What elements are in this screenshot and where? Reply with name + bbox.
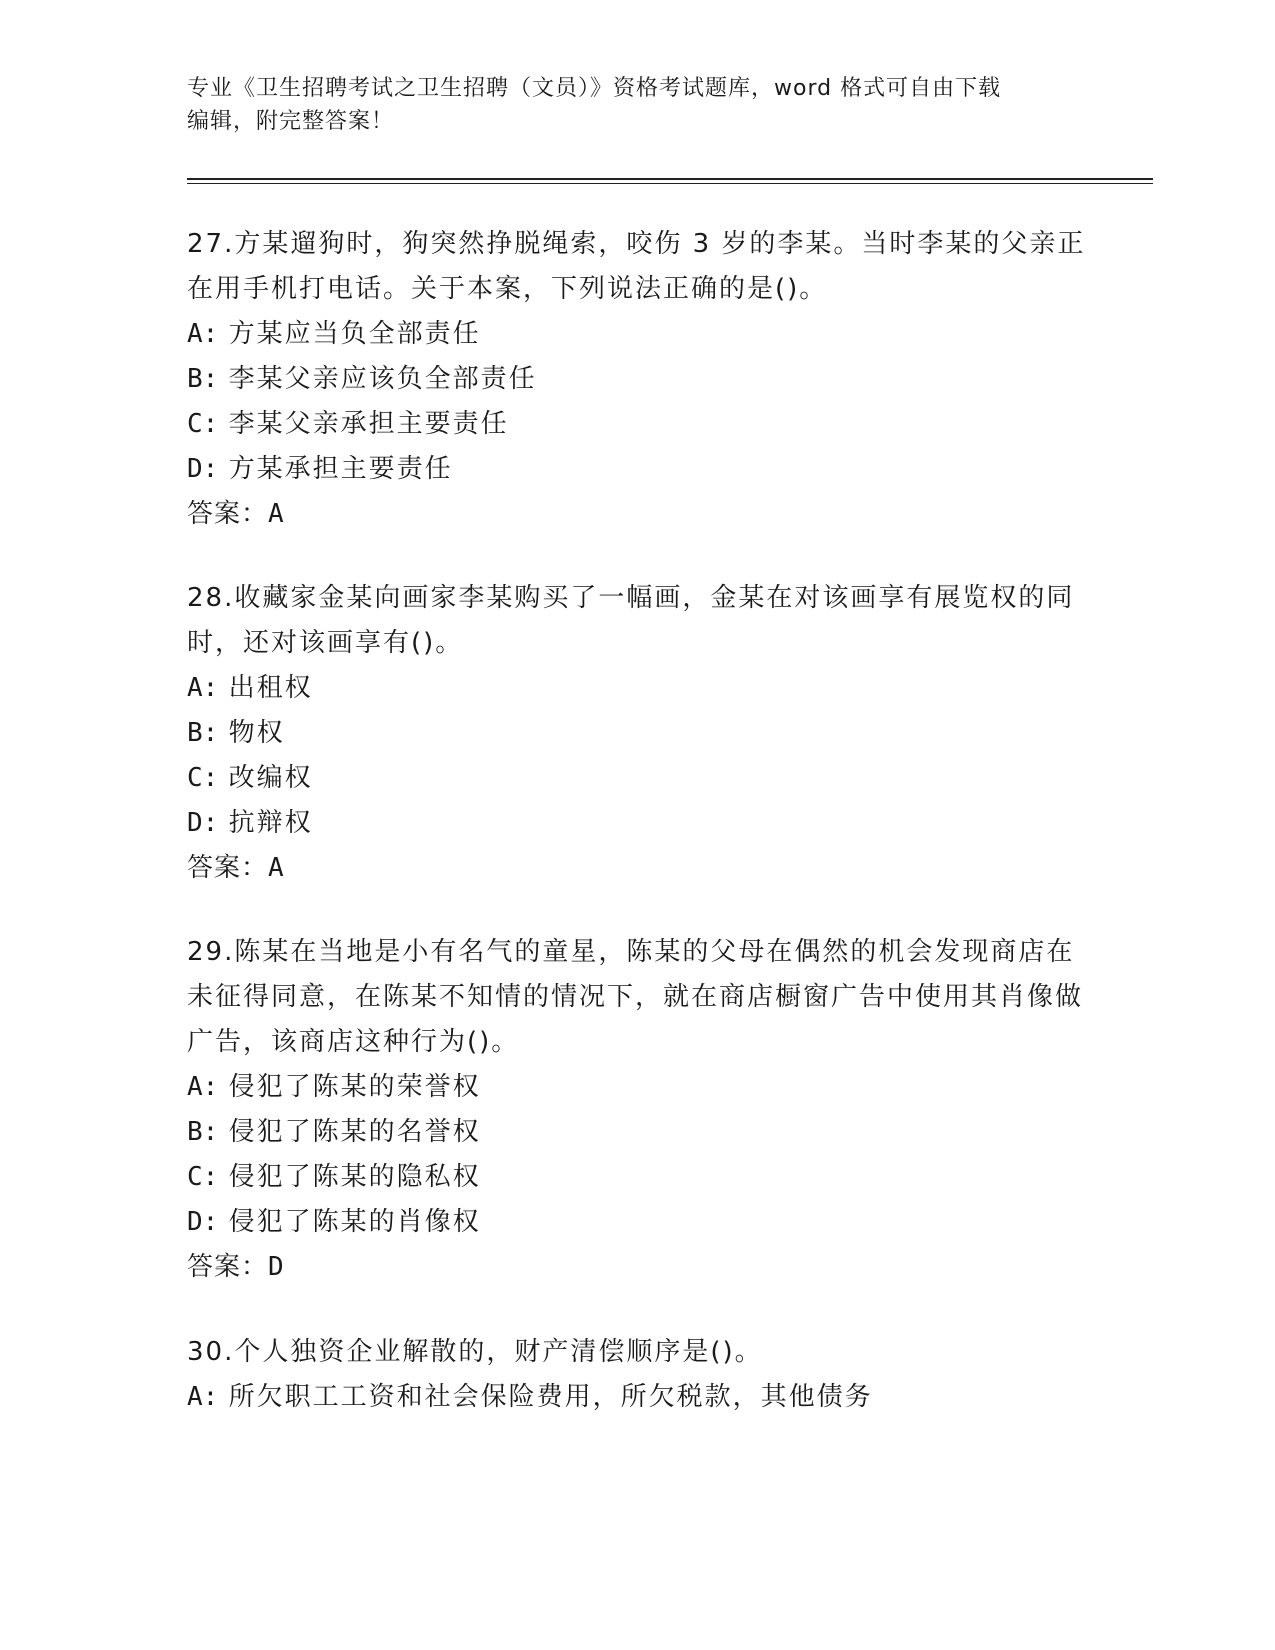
option-letter: C: [187, 409, 219, 439]
question-30 [187, 1330, 1087, 1420]
option-text: 所欠职工工资和社会保险费用，所欠税款，其他债务 [228, 1382, 873, 1412]
answer-line [187, 846, 1087, 891]
option-c [187, 1155, 1087, 1200]
option-letter: A: [187, 673, 219, 703]
option-d [187, 447, 1087, 492]
answer-line [187, 1245, 1087, 1290]
answer-value: D [268, 1252, 285, 1282]
question-27 [187, 222, 1087, 537]
option-letter: B: [187, 364, 219, 394]
option-text: 李某父亲应该负全部责任 [228, 364, 537, 394]
option-b [187, 357, 1087, 402]
answer-value: A [268, 853, 285, 883]
option-text: 侵犯了陈某的肖像权 [228, 1207, 481, 1237]
answer-label: 答案： [187, 499, 269, 529]
option-text: 侵犯了陈某的隐私权 [228, 1162, 481, 1192]
option-d [187, 1200, 1087, 1245]
question-stem: 28.收藏家金某向画家李某购买了一幅画，金某在对该画享有展览权的同时，还对该画享有()。 [187, 583, 1075, 658]
option-letter: D: [187, 1207, 219, 1237]
question-28 [187, 576, 1087, 891]
option-letter: B: [187, 1117, 219, 1147]
option-text: 改编权 [228, 763, 313, 793]
option-text: 李某父亲承担主要责任 [228, 409, 509, 439]
document-header [187, 72, 1087, 138]
answer-line [187, 492, 1087, 537]
answer-value: A [268, 499, 285, 529]
option-b [187, 711, 1087, 756]
header-line-1: 专业《卫生招聘考试之卫生招聘（文员）》资格考试题库，word 格式可自由下载 [187, 76, 1002, 101]
option-text: 侵犯了陈某的荣誉权 [228, 1072, 481, 1102]
option-a [187, 312, 1087, 357]
header-line-2: 编辑，附完整答案！ [187, 109, 395, 134]
option-letter: C: [187, 1162, 219, 1192]
question-stem: 29.陈某在当地是小有名气的童星，陈某的父母在偶然的机会发现商店在未征得同意，在陈某不知情的情况下，就在商店橱窗广告中使用其肖像做广告，该商店这种行为()。 [187, 937, 1084, 1057]
option-letter: B: [187, 718, 219, 748]
option-c [187, 402, 1087, 447]
answer-label: 答案： [187, 1252, 269, 1282]
question-29 [187, 930, 1087, 1290]
option-text: 侵犯了陈某的名誉权 [228, 1117, 481, 1147]
option-text: 物权 [228, 718, 285, 748]
option-letter: A: [187, 1072, 219, 1102]
option-a [187, 1065, 1087, 1110]
option-a [187, 1375, 1087, 1420]
option-letter: D: [187, 454, 219, 484]
option-letter: C: [187, 763, 219, 793]
header-divider [187, 178, 1153, 184]
option-text: 抗辩权 [228, 808, 313, 838]
question-stem: 30.个人独资企业解散的，财产清偿顺序是()。 [187, 1337, 763, 1367]
option-letter: D: [187, 808, 219, 838]
option-letter: A: [187, 319, 219, 349]
option-text: 方某承担主要责任 [228, 454, 453, 484]
option-text: 方某应当负全部责任 [228, 319, 481, 349]
question-stem: 27.方某遛狗时，狗突然挣脱绳索，咬伤 3 岁的李某。当时李某的父亲正在用手机打电话。关于本案，下列说法正确的是()。 [187, 229, 1086, 304]
option-text: 出租权 [228, 673, 313, 703]
option-b [187, 1110, 1087, 1155]
option-a [187, 666, 1087, 711]
option-d [187, 801, 1087, 846]
option-c [187, 756, 1087, 801]
option-letter: A: [187, 1382, 219, 1412]
answer-label: 答案： [187, 853, 269, 883]
